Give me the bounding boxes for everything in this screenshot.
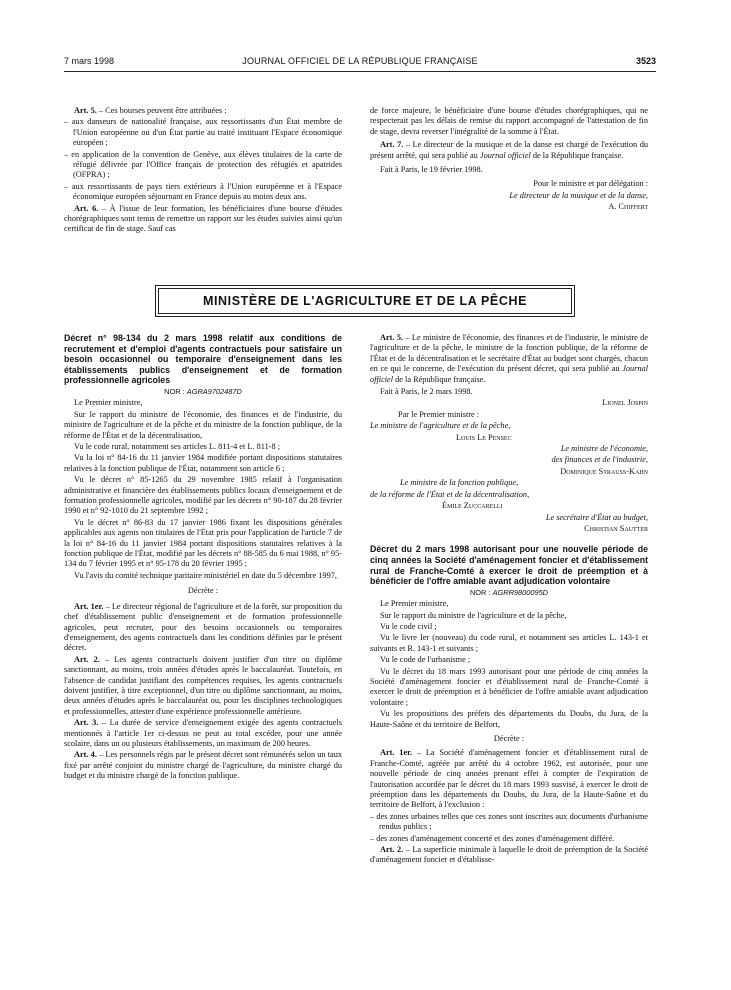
article-label: Art. 5. [74,106,97,115]
bullet-item: – aux danseurs de nationalité française, aux ressortissants d'un État membre de l'Union européenne ou d'un État partie au traité instituant l'Espace économique européen ; [64,117,342,148]
intro-line: Le Premier ministre, [74,398,143,408]
visa-paragraph: Vu le code de l'urbanisme ; [380,655,471,665]
article-label: Art. 3. [74,718,99,728]
decree-2-nor [370,588,648,598]
visa-paragraph: Vu le décret n° 86-83 du 17 janvier 1986 fixant les dispositions générales applicables aux agents non titulaires de l'État pris pour l'application de l'article 7 de la loi n° 84-16 du 11 janvier 1984 portant dispositions statutaires relatives à la fonction publique de l'État, modifié par les décrets n° 88-585 du 6 mai 1988, n° 95-134 du 7 février 1995 et n° 95-178 du 20 février 1995 ; [64,517,342,569]
nor-code: AGRA9702487D [186,386,242,396]
decrete-line: Décrète : [493,733,525,743]
signatory-name: A. Chiffert [608,202,648,212]
economy-minister-role-2: des finances et de l'industrie, [551,455,648,465]
by-prime-minister: Par le Premier ministre : [398,409,480,419]
continuation-paragraph: de force majeure, le bénéficiaire d'une bourse d'études chorégraphiques, qui ne respecterait pas les délais de remise du rapport accompagné de l'attestation de fin de stage, devra reverser l'intégralité de la somme à l'État. [370,106,648,136]
visa-paragraph: Vu l'avis du comité technique paritaire ministériel en date du 5 décembre 1997, [74,570,337,580]
article-text: – Le ministre de l'économie, des finances et de l'industrie, le ministre de l'agriculture et de la pêche, le ministre de la fonction publique, de la réforme de l'État et de la décentralisation et le secrétaire d'État au budget sont chargés, chacun en ce qui le concerne, de l'exécution du présent décret, qui sera publié au [370,333,648,374]
header-rule [64,71,656,72]
article-text: – Le directeur de la musique et de la danse est chargé de l'exécution du présent arrêté, qui sera publié au [370,140,648,160]
article-text-end: de la République française. [393,374,486,384]
agriculture-minister-name: Louis Le Pensec [456,432,512,442]
decree-1-nor [64,387,342,397]
intro-line: Le Premier ministre, [380,599,449,609]
journal-name: Journal officiel [479,150,531,160]
article-label: Art. 7. [380,140,404,150]
article-text: – La Société d'aménagement foncier et d'établissement rural de Franche-Comté, agréée par arrêté du 4 octobre 1962, est autorisée, pour une nouvelle période de cinq années prenant effet à compter de l'expiration de l'autorisation accordée par le décret du 18 mars 1993 susvisé, à exercer le droit de préemption dans les départements du Doubs, du Jura, de la Haute-Saône et du territoire de Belfort, à l'exclusion : [370,748,648,810]
article-text: – Le directeur régional de l'agriculture et de la forêt, sur proposition du chef d'établissement public d'enseignement et de formation professionnelle agricoles, peut recruter, pour des besoins occasionnels ou temporaires d'enseignement, des agents contractuels dans les conditions définies par le présent décret. [64,601,342,653]
article-label: Art. 2. [74,654,100,664]
header-journal-title: JOURNAL OFFICIEL DE LA RÉPUBLIQUE FRANÇAISE [242,56,478,66]
top-right-column [370,106,648,214]
article-paragraph [64,655,342,717]
article-6-paragraph [64,204,342,235]
economy-minister-role-1: Le ministre de l'économie, [560,444,648,454]
civil-service-minister-role-2: de la réforme de l'État et de la décentralisation, [370,489,530,499]
article-label: Art. 1er. [380,748,413,758]
exclusion-item: – des zones urbaines telles que ces zones sont inscrites aux documents d'urbanisme rendus publics ; [370,811,648,832]
visa-paragraph: Vu le code civil ; [380,621,437,631]
running-header [64,56,656,70]
article-label: Art. 1er. [74,601,104,611]
bullet-item: – aux ressortissants de pays tiers extérieurs à l'Union européenne et à l'Espace économique européen séjournant en France depuis au moins deux ans. [64,181,342,202]
civil-service-minister-name: Émile Zuccarelli [442,501,503,511]
article-5-paragraph [64,106,342,116]
header-date: 7 mars 1998 [64,56,115,66]
economy-minister-name: Dominique Strauss-Kahn [560,466,648,476]
article-1-paragraph [370,748,648,810]
decree-1-title: Décret n° 98-134 du 2 mars 1998 relatif aux conditions de recrutement et d'emploi d'agents contractuels pour satisfaire un besoin occasionnel ou temporaire d'enseignement dans les établissements publics d'enseignement et de formation professionnelle agricoles [64,333,342,386]
place-date: Fait à Paris, le 2 mars 1998. [380,387,473,397]
place-date: Fait à Paris, le 19 février 1998. [380,165,483,175]
budget-secretary-name: Christian Sautter [584,523,648,533]
bullet-item: – en application de la convention de Genève, aux élèves titulaires de la carte de réfugié délivrée par l'Office français de protection des réfugiés et apatrides (OFPRA) ; [64,149,342,180]
article-5-paragraph [370,333,648,385]
signatory-role: Le directeur de la musique et de la danse, [509,190,648,200]
nor-label: NOR : [164,386,187,396]
prime-minister-name: Lionel Jospin [602,398,648,408]
article-paragraph [64,602,342,654]
article-paragraph [64,750,342,781]
visa-paragraph: Vu le décret du 18 mars 1993 autorisant pour une période de cinq années la Société d'aménagement foncier et d'établissement rural de Franche-Comté à exercer le droit de préemption et à bénéficier de l'offre amiable avant adjudication volontaire ; [370,666,648,707]
journal-name: Journal officiel [370,364,648,384]
decree-1-column [64,333,342,783]
nor-code: AGRR9800095D [492,587,549,597]
article-paragraph [64,718,342,749]
decrete-line: Décrète : [187,586,219,596]
nor-label: NOR : [469,587,493,597]
article-2-paragraph [370,845,648,866]
visa-paragraph: Sur le rapport du ministre de l'agriculture et de la pêche, [380,610,567,620]
article-text-end: de la République française. [530,150,624,160]
visa-paragraph: Vu la loi n° 84-16 du 11 janvier 1984 modifiée portant dispositions statutaires relatives à la fonction publique de l'État, notamment son article 6 ; [64,453,342,473]
visa-paragraph: Sur le rapport du ministre de l'économie, des finances et de l'industrie, du ministre de l'agriculture et de la pêche et du ministre de la fonction publique, de la réforme de l'État et de la décentralisation, [64,409,342,440]
top-left-column [64,106,342,236]
visa-paragraph: Vu le décret n° 85-1265 du 29 novembre 1985 relatif à l'organisation administrative et financière des établissements publics locaux d'enseignement et de formation professionnelle agricoles, modifié par les décrets n° 90-187 du 28 février 1990 et n° 92-1010 du 21 septembre 1992 ; [64,475,342,516]
decree-right-column [370,333,648,867]
article-text: – La durée de service d'enseignement exigée des agents contractuels mentionnés à l'article 1er ci-dessus ne peut au total excéder, pour une année scolaire, dans un ou plusieurs établissements, un maximum de 200 heures. [64,718,343,748]
article-text: – À l'issue de leur formation, les bénéficiaires d'une bourse d'études chorégraphiques sont tenus de remettre un rapport sur les études suivies ainsi qu'un certificat de fin de stage. Sauf cas [64,203,342,234]
header-page-number: 3523 [635,56,656,66]
agriculture-minister-role: Le ministre de l'agriculture et de la pêche, [370,421,511,431]
article-text: – Ces bourses peuvent être attribuées : [96,106,227,115]
article-label: Art. 4. [74,750,97,760]
article-label: Art. 5. [380,333,404,342]
article-text: – La superficie minimale à laquelle le droit de préemption de la Société d'aménagement foncier et d'établisse- [370,845,648,865]
article-text: – Les agents contractuels doivent justifier d'un titre ou diplôme sanctionnant, au moins, trois années d'études après le baccalauréat. Toutefois, en l'absence de candidat justifiant des compétences requises, les agents contractuels doivent justifier, à titre exceptionnel, d'un titre ou diplôme sanctionnant, au moins, deux années d'études après le baccalauréat ou, pour les disciplines technologiques et professionnelles, attester d'une expérience professionnelle antérieure. [64,654,342,716]
visa-paragraph: Vu le livre Ier (nouveau) du code rural, et notamment ses articles L. 143-1 et suivants et R. 143-1 et suivants ; [370,633,648,653]
visa-paragraph: Vu le code rural, notamment ses articles L. 811-4 et L. 811-8 ; [74,442,281,451]
ministry-heading: MINISTÈRE DE L'AGRICULTURE ET DE LA PÊCHE [158,288,572,314]
article-label: Art. 2. [380,845,404,855]
decree-2-title: Décret du 2 mars 1998 autorisant pour une nouvelle période de cinq années la Société d'aménagement foncier et d'établissement rural de Franche-Comté à exercer le droit de préemption et à bénéficier de l'offre amiable avant adjudication volontaire [370,544,648,587]
article-label: Art. 6. [74,203,99,213]
civil-service-minister-role-1: Le ministre de la fonction publique, [400,478,519,488]
visa-paragraph: Vu les propositions des préfets des départements du Doubs, du Jura, de la Haute-Saône et du territoire de Belfort, [370,709,648,729]
budget-secretary-role: Le secrétaire d'État au budget, [545,512,648,522]
article-text: – Les personnels régis par le présent décret sont rémunérés selon un taux fixé par arrêté conjoint du ministre chargé de l'agriculture, du ministre chargé du budget et du ministre chargé de la fonction publique. [64,750,342,781]
exclusion-item: – des zones d'aménagement concerté et des zones d'aménagement différé. [370,833,615,843]
article-7-paragraph [370,140,648,161]
delegation-line: Pour le ministre et par délégation : [533,179,648,189]
